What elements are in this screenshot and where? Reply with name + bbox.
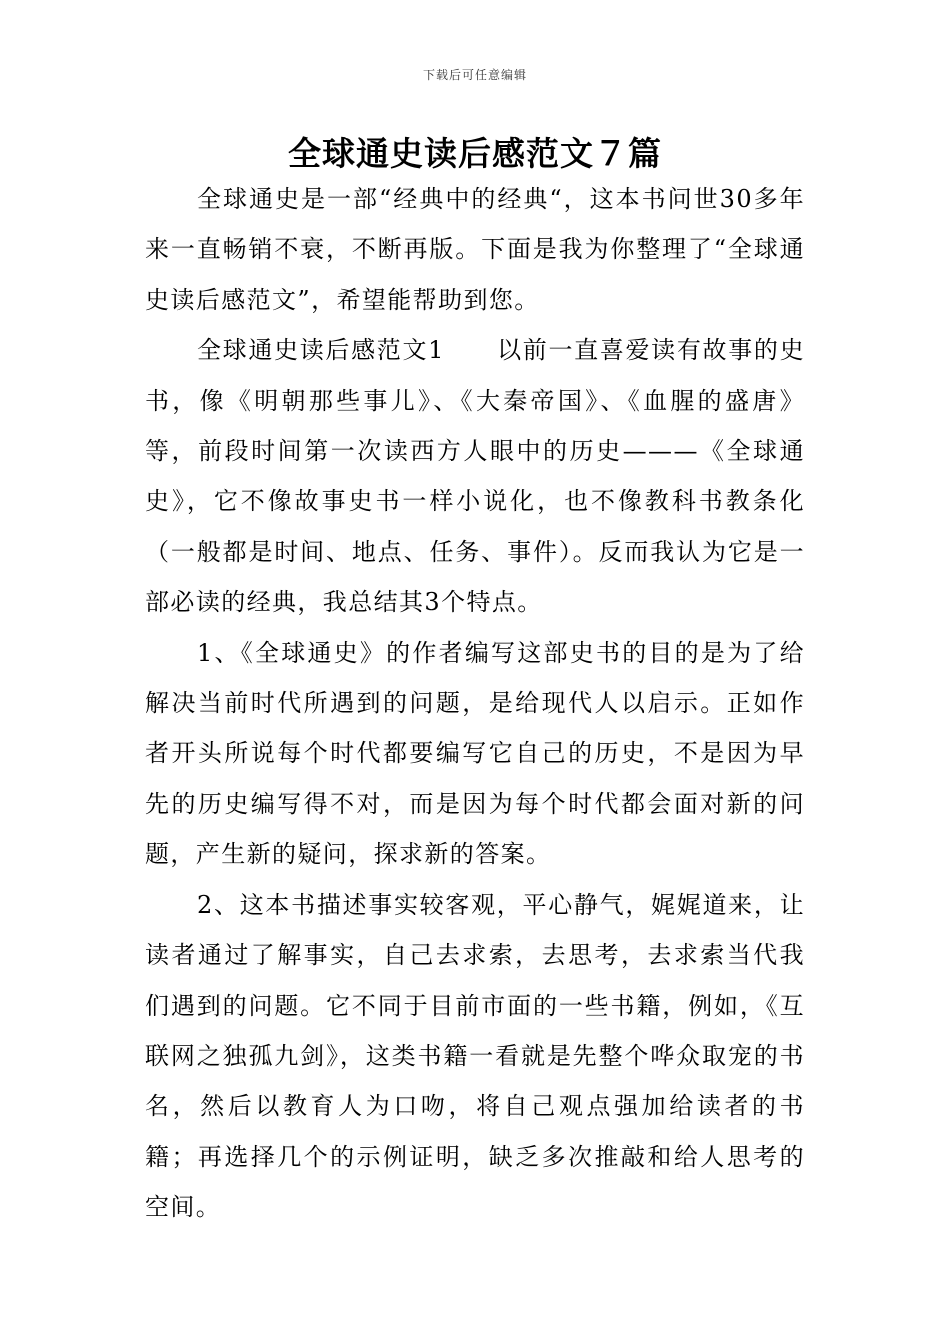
document-body — [145, 174, 805, 1233]
document-title: 全球通史读后感范文７篇 — [288, 134, 662, 173]
section-1-heading: 全球通史读后感范文1 — [197, 336, 445, 365]
page-header-note: 下载后可任意编辑 — [422, 68, 527, 82]
section-1-text: 以前一直喜爱读有故事的史书，像《明朝那些事儿》、《大秦帝国》、《血腥的盛唐》等，前段时间第一次读西方人眼中的历史———《全球通史》，它不像故事史书一样小说化，也不像教科书教条化（一般都是时间、地点、任务、事件）。反而我认为它是一部必读的经典，我总结其3个特点。 — [145, 336, 805, 617]
point-1-paragraph: 1、《全球通史》的作者编写这部史书的目的是为了给解决当前时代所遇到的问题，是给现代人以启示。正如作者开头所说每个时代都要编写它自己的历史，不是因为早先的历史编写得不对，而是因为每个时代都会面对新的问题，产生新的疑问，探求新的答案。 — [145, 638, 805, 869]
intro-paragraph: 全球通史是一部“经典中的经典“，这本书问世30多年来一直畅销不衰，不断再版。下面是我为你整理了“全球通史读后感范文”，希望能帮助到您。 — [145, 185, 805, 314]
point-2-paragraph: 2、这本书描述事实较客观，平心静气，娓娓道来，让读者通过了解事实，自己去求索，去思考，去求索当代我们遇到的问题。它不同于目前市面的一些书籍，例如，《互联网之独孤九剑》，这类书籍一看就是先整个哗众取宠的书名，然后以教育人为口吻，将自己观点强加给读者的书籍；再选择几个的示例证明，缺乏多次推敲和给人思考的空间。 — [145, 890, 805, 1222]
section-1-paragraph — [145, 325, 805, 627]
